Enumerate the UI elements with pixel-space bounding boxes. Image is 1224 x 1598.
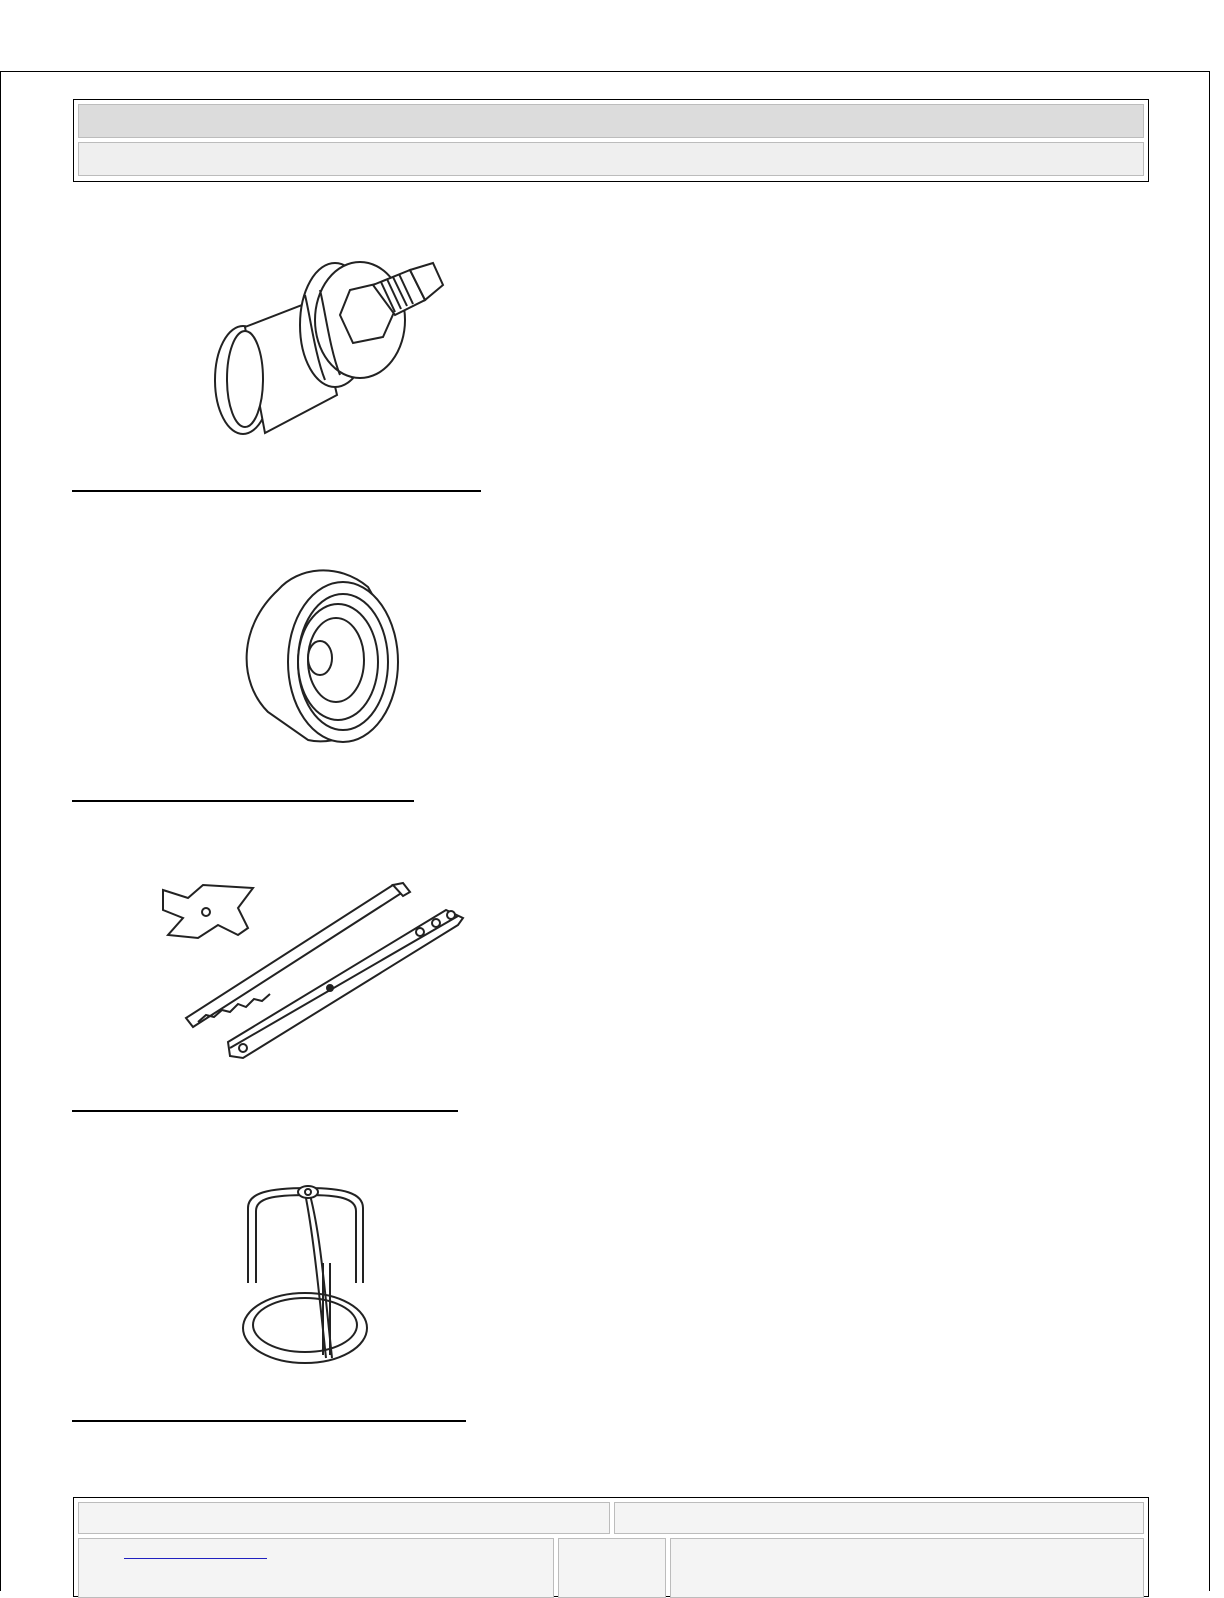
footer-cell xyxy=(670,1538,1144,1598)
footer-link[interactable] xyxy=(124,1540,267,1559)
page-frame xyxy=(0,71,1210,1591)
footer-cell xyxy=(614,1502,1144,1534)
header-table xyxy=(73,99,1149,182)
pulley-icon xyxy=(228,562,403,747)
divider-2 xyxy=(72,800,414,802)
puller-set-icon xyxy=(158,880,473,1065)
divider-1 xyxy=(72,490,481,492)
divider-3 xyxy=(72,1110,458,1112)
bushing-tool-icon xyxy=(205,255,450,440)
cage-tool-icon xyxy=(238,1183,373,1373)
footer-cell xyxy=(78,1502,610,1534)
divider-4 xyxy=(72,1420,466,1422)
footer-cell xyxy=(558,1538,666,1598)
header-subtitle-row xyxy=(78,142,1144,176)
header-title-row xyxy=(78,104,1144,138)
